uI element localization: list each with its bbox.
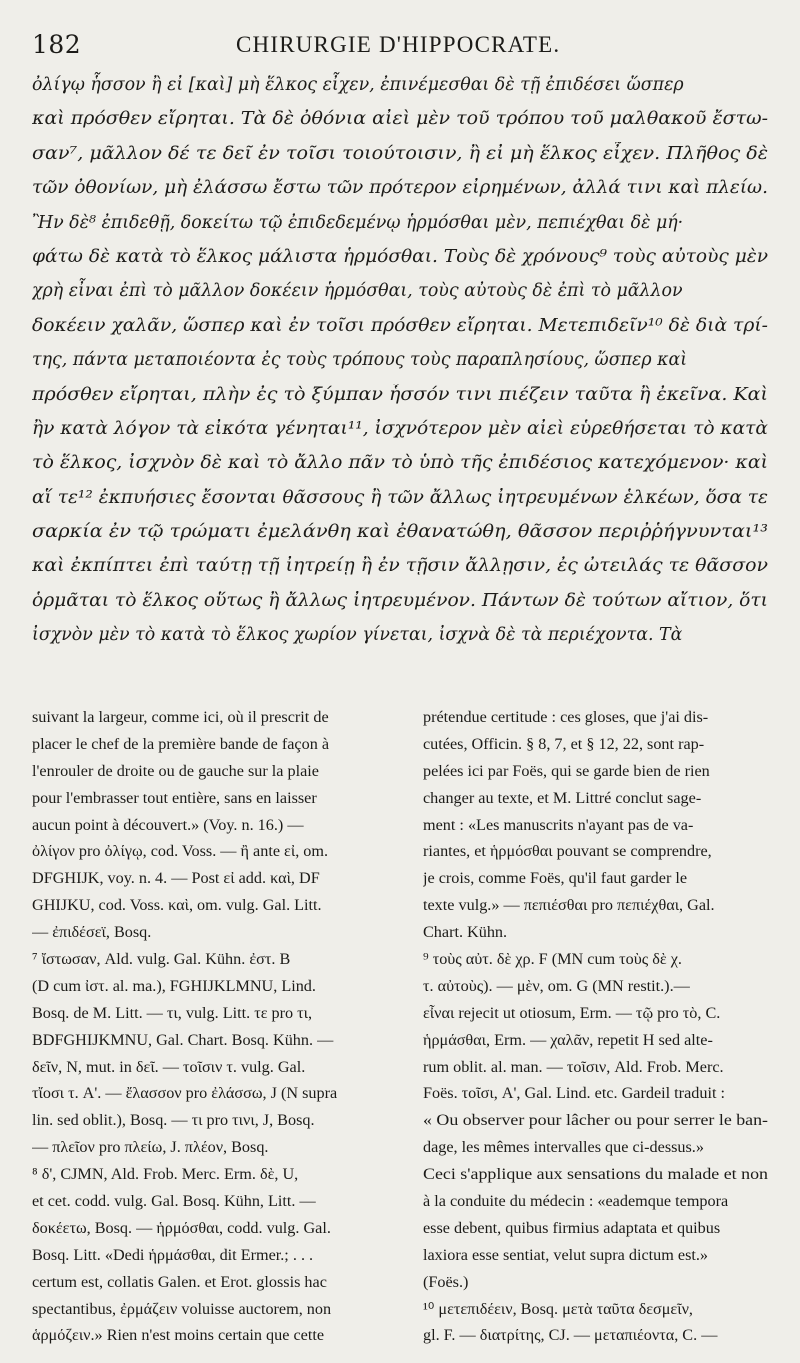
- footnote-line: pelées ici par Foës, qui se garde bien de rien: [423, 761, 710, 780]
- footnote-line: BDFGHIJKMNU, Gal. Chart. Bosq. Kühn. —: [32, 1030, 334, 1049]
- greek-text-line: Ἢν δὲ⁸ ἐπιδεθῇ, δοκείτω τῷ ἐπιδεδεμένῳ ἡρμόσθαι μὲν, πεπιέχθαι δὲ μή·: [32, 212, 684, 233]
- footnote-line: δεῖν, N, mut. in δεῖ. — τοῖσιν τ. vulg. Gal.: [32, 1057, 306, 1076]
- footnote-line: DFGHIJK, voy. n. 4. — Post εἰ add. καὶ, DF: [32, 869, 320, 888]
- footnote-line: certum est, collatis Galen. et Erot. glossis hac: [32, 1272, 327, 1291]
- footnote-line: Bosq. de M. Litt. — τι, vulg. Litt. τε pro τι,: [32, 1003, 313, 1022]
- footnote-line: — πλεῖον pro πλείω, J. πλέον, Bosq.: [32, 1138, 269, 1157]
- greek-text-line: φάτω δὲ κατὰ τὸ ἕλκος μάλιστα ἡρμόσθαι. Τοὺς δὲ χρόνους⁹ τοὺς αὐτοὺς μὲν: [32, 246, 769, 267]
- greek-text-line: ὁρμᾶται τὸ ἕλκος οὕτως ἢ ἄλλως ἰητρευμένον. Πάντων δὲ τούτων αἴτιον, ὅτι: [32, 590, 768, 611]
- footnote-line: Chart. Kühn.: [423, 923, 508, 942]
- footnote-line: spectantibus, ἐρμάζειν voluisse auctorem, non: [32, 1299, 332, 1318]
- greek-text-line: αἵ τε¹² ἐκπυήσιες ἔσονται θᾶσσους ἢ τῶν ἄλλως ἰητρευμένων ἑλκέων, ὅσα τε: [32, 487, 768, 508]
- footnote-line: ἡρμάσθαι, Erm. — χαλᾶν, repetit H sed alte-: [423, 1030, 713, 1049]
- greek-text-line: χρὴ εἶναι ἐπὶ τὸ μᾶλλον δοκέειν ἡρμόσθαι, τοὺς αὐτοὺς δὲ ἐπὶ τὸ μᾶλλον: [32, 281, 683, 302]
- greek-text-line: τὸ ἕλκος, ἰσχνὸν δὲ καὶ τὸ ἄλλο πᾶν τὸ ὑπὸ τῆς ἐπιδέσιος κατεχόμενον· καὶ: [32, 453, 768, 474]
- footnote-line: (Foës.): [423, 1272, 469, 1291]
- greek-main-text: [32, 68, 770, 653]
- greek-text-line: καὶ πρόσθεν εἴρηται. Τὰ δὲ ὀθόνια αἰεὶ μὲν τοῦ τρόπου τοῦ μαλθακοῦ ἔστω-: [32, 109, 769, 130]
- footnote-line: εἶναι rejecit ut otiosum, Erm. — τῷ pro τὸ, C.: [423, 1003, 721, 1022]
- footnote-line: l'enrouler de droite ou de gauche sur la plaie: [32, 761, 319, 780]
- footnote-line: texte vulg.» — πεπιέσθαι pro πεπιέχθαι, Gal.: [423, 896, 715, 915]
- greek-text-line: καὶ ἐκπίπτει ἐπὶ ταύτῃ τῇ ἰητρείῃ ἢ ἐν τῇσιν ἄλλῃσιν, ἐς ὠτειλάς τε θᾶσσον: [32, 556, 768, 577]
- footnote-line: GHIJKU, cod. Voss. καὶ, om. vulg. Gal. Litt.: [32, 896, 322, 915]
- footnote-line: δοκέετω, Bosq. — ἡρμόσθαι, codd. vulg. Gal.: [32, 1218, 331, 1237]
- footnote-line: ὀλίγον pro ὀλίγῳ, cod. Voss. — ἢ ante εἰ, om.: [32, 842, 329, 861]
- greek-text-line: σαν⁷, μᾶλλον δέ τε δεῖ ἐν τοῖσι τοιούτοισιν, ἢ εἰ μὴ ἕλκος εἶχεν. Πλῆθος δὲ: [32, 143, 768, 164]
- footnote-line: dage, les mêmes intervalles que ci-dessus.»: [423, 1138, 704, 1157]
- footnote-line: laxiora esse sentiat, velut supra dictum est.»: [423, 1245, 709, 1264]
- footnote-line: ⁷ ἴστωσαν, Ald. vulg. Gal. Kühn. ἐστ. B: [32, 950, 291, 969]
- footnote-line: ¹⁰ μετεπιδέειν, Bosq. μετὰ ταῦτα δεσμεῖν,: [423, 1299, 693, 1318]
- footnote-line: placer le chef de la première bande de façon à: [32, 734, 330, 753]
- footnote-line: aucun point à découvert.» (Voy. n. 16.) —: [32, 815, 304, 834]
- greek-text-line: πρόσθεν εἴρηται, πλὴν ἐς τὸ ξύμπαν ἧσσόν τινι πιέζειν ταῦτα ἢ ἐκεῖνα. Καὶ: [32, 384, 769, 405]
- footnote-line: rum oblit. al. man. — τοῖσιν, Ald. Frob. Merc.: [423, 1057, 724, 1076]
- greek-text-line: ἰσχνὸν μὲν τὸ κατὰ τὸ ἕλκος χωρίον γίνεται, ἰσχνὰ δὲ τὰ περιέχοντα. Τὰ: [32, 625, 683, 646]
- footnote-line: τἴοσι τ. A'. — ἔλασσον pro ἐλάσσω, J (N supra: [32, 1084, 338, 1103]
- footnote-line: Bosq. Litt. «Dedi ἡρμάσθαι, dit Ermer.; . . .: [32, 1245, 314, 1264]
- footnote-line: ment : «Les manuscrits n'ayant pas de va-: [423, 815, 694, 834]
- footnote-line: pour l'embrasser tout entière, sans en laisser: [32, 788, 317, 807]
- footnote-line: — ἐπιδέσεϊ, Bosq.: [32, 923, 152, 942]
- footnotes-right-column: [423, 704, 769, 1349]
- footnote-line: à la conduite du médecin : «eademque tempora: [423, 1192, 729, 1211]
- footnote-line: ⁸ δ', CJMN, Ald. Frob. Merc. Erm. δὲ, U,: [32, 1165, 299, 1184]
- footnote-line: esse debent, quibus firmius adaptata et quibus: [423, 1218, 721, 1237]
- footnote-line: ⁹ τοὺς αὐτ. δὲ χρ. F (MN cum τοὺς δὲ χ.: [423, 950, 682, 969]
- greek-text-line: της, πάντα μεταποιέοντα ἐς τοὺς τρόπους τοὺς παραπλησίους, ὥσπερ καὶ: [32, 350, 688, 371]
- footnote-line: τ. αὐτοὺς). — μὲν, om. G (MN restit.).—: [423, 976, 690, 995]
- footnote-line: et cet. codd. vulg. Gal. Bosq. Kühn, Litt. —: [32, 1192, 316, 1211]
- footnotes-left-column: [32, 704, 382, 1349]
- footnote-line: Ceci s'applique aux sensations du malade et non: [423, 1165, 768, 1184]
- greek-text-line: δοκέειν χαλᾶν, ὥσπερ καὶ ἐν τοῖσι πρόσθεν εἴρηται. Μετεπιδεῖν¹⁰ δὲ διὰ τρί-: [32, 315, 769, 336]
- greek-text-line: σαρκία ἐν τῷ τρώματι ἐμελάνθη καὶ ἐθανατώθη, θᾶσσον περιῤῥήγνυνται¹³: [32, 522, 768, 543]
- footnote-line: prétendue certitude : ces gloses, que j'ai dis-: [423, 708, 709, 726]
- footnote-line: suivant la largeur, comme ici, où il prescrit de: [32, 708, 329, 726]
- greek-text-line: ἢν κατὰ λόγον τὰ εἰκότα γένηται¹¹, ἰσχνότερον μὲν αἰεὶ εὑρεθήσεται τὸ κατὰ: [32, 418, 768, 439]
- page-number: 182: [32, 30, 82, 59]
- footnote-line: changer au texte, et M. Littré conclut sage-: [423, 788, 702, 807]
- footnote-line: cutées, Officin. § 8, 7, et § 12, 22, sont rap-: [423, 734, 705, 753]
- footnote-line: lin. sed oblit.), Bosq. — τι pro τινι, J, Bosq.: [32, 1111, 315, 1130]
- footnote-line: (D cum ἰστ. al. ma.), FGHIJKLMNU, Lind.: [32, 976, 316, 995]
- greek-text-line: τῶν ὀθονίων, μὴ ἐλάσσω ἔστω τῶν πρότερον εἰρημένων, ἀλλά τινι καὶ πλείω.: [32, 178, 768, 199]
- running-title: CHIRURGIE D'HIPPOCRATE.: [236, 32, 561, 57]
- footnote-line: Foës. τοῖσι, A', Gal. Lind. etc. Gardeil traduit :: [423, 1084, 725, 1103]
- footnote-line: ἁρμόζειν.» Rien n'est moins certain que cette: [32, 1326, 325, 1345]
- footnote-line: riantes, et ἡρμόσθαι pouvant se comprendre,: [423, 842, 712, 861]
- page-header: [32, 26, 768, 66]
- footnote-line: gl. F. — διατρίτης, CJ. — μεταπιέοντα, C. —: [423, 1326, 718, 1345]
- footnote-line: « Ou observer pour lâcher ou pour serrer le ban-: [423, 1111, 769, 1130]
- footnote-line: je crois, comme Foës, qu'il faut garder le: [423, 869, 688, 888]
- greek-text-line: ὀλίγῳ ἧσσον ἢ εἰ [καὶ] μὴ ἕλκος εἶχεν, ἐπινέμεσθαι δὲ τῇ ἐπιδέσει ὥσπερ: [32, 75, 684, 95]
